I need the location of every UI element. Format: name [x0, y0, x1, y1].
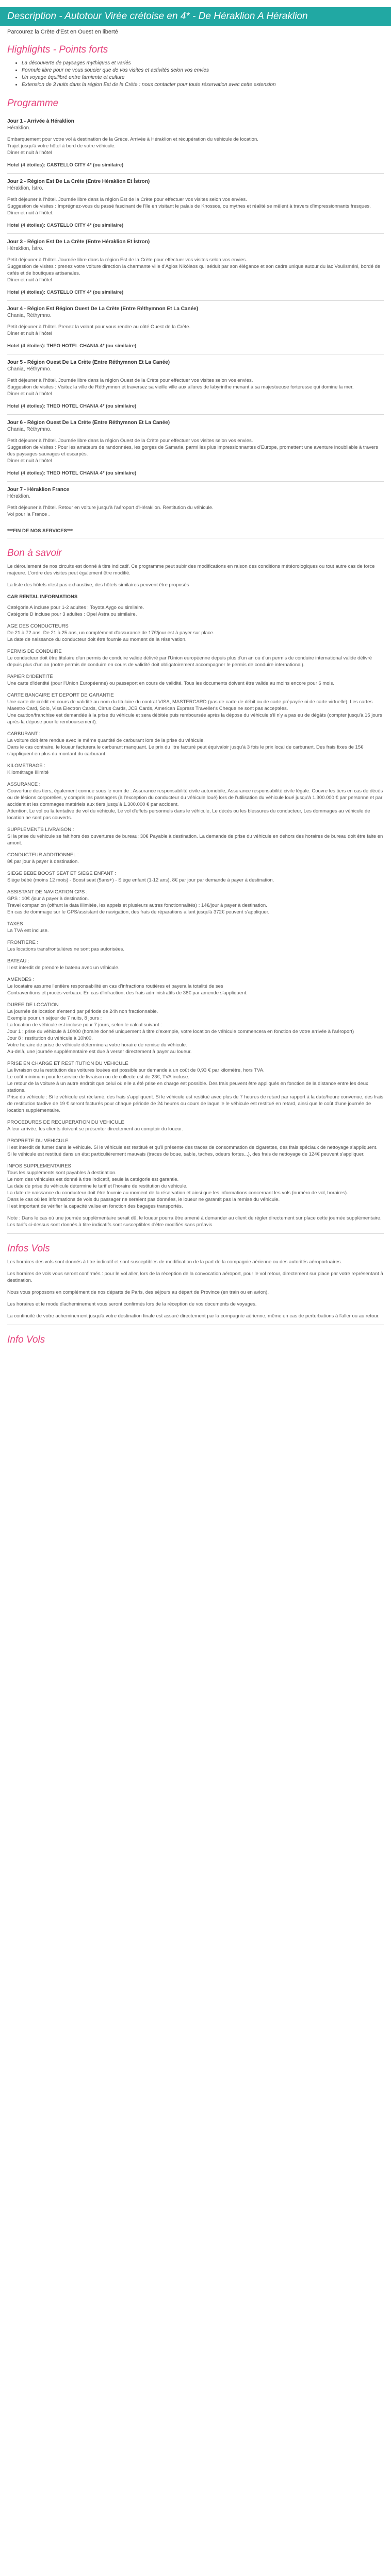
flight-info-text: La continuité de votre acheminement jusqu'à votre destination finale est assuré directement par la compagnie aérienne, même en cas de perturbations à l'aller ou au retour.: [7, 1313, 380, 1319]
car-category-line: Catégorie D incluse pour 3 adultes : Opel Astra ou similaire.: [7, 612, 137, 617]
divider: [7, 1233, 384, 1234]
day-text: Petit déjeuner à l'hôtel. Journée libre dans la région Ouest de la Crète pour effectuer vos visites selon vos envies.: [7, 438, 253, 444]
bon-a-savoir-heading: Bon à savoir: [7, 548, 62, 558]
highlight-item: • Formule libre pour ne vous soucier que de vos visites et activités selon vos envies: [22, 67, 384, 74]
terms-heading: FRONTIERE :: [7, 940, 39, 945]
bon-intro-text: Le déroulement de nos circuits est donné à titre indicatif. Ce programme peut subir des modifications en raison des conditions météorologiques ou tout autre cas de force majeure. L'ordre des visites peut également être modifié.: [7, 564, 375, 576]
car-categories: [7, 604, 384, 618]
terms-text: Le conducteur doit être titulaire d'un permis de conduire valide délivré par l'Union européenne depuis plus d'un an ou d'un permis de conduire international valide délivré depuis plus d'un an (notre permis de conduire en cours de validité doit obligatoirement accompagner le permis de conduire international).: [7, 655, 372, 668]
day-block: [7, 174, 384, 234]
page: [0, 7, 391, 1370]
day-title: Jour 5 - Région Ouest De La Crète (Entre Réthymnon Et La Canée): [7, 360, 170, 365]
day-text: Suggestion de visites : Visitez la ville de Réthymnon et traversez sa vieille ville aux allures de labyrinthe menant à sa majestueuse forteresse qui domine la mer.: [7, 384, 354, 390]
terms-text: Couverture des tiers, également connue sous le nom de : Assurance responsabilité civile automobile, Assurance responsabilité civile légale. Couvre les tiers en cas de décès ou de lésions corporelles, y compris les passagers (à l'exception du conducteur du véhicule loué) lors de l'utilisation du véhicule loué jusqu'à 1.300.000 € par personne et par accident et les dommages matériels aux tiers jusqu'à 1.300.000 € par accident. Attention, Le vol ou la tentative de vol du véhicule, Le vol d'effets personnels dans le véhicule, Le décès ou les blessures du conducteur, Les dommages au véhicule de location ne sont pas couverts.: [7, 788, 383, 821]
day-hotel: Hotel (4 étoiles): CASTELLO CITY 4* (ou similaire): [7, 290, 124, 295]
terms-heading: KILOMETRAGE :: [7, 763, 45, 769]
page-subtitle: Parcourez la Crète d'Est en Ouest en liberté: [7, 29, 118, 35]
day-location: Chania, Réthymno.: [7, 366, 52, 372]
day-hotel: Hotel (4 étoiles): THEO HOTEL CHANIA 4* (ou similaire): [7, 470, 137, 476]
day-block: [7, 234, 384, 301]
highlights-heading: Highlights - Points forts: [7, 44, 108, 55]
terms-text: Il est interdit de fumer dans le véhicule. Si le véhicule est restitué et qu'il présente des traces de consommation de cigarettes, des frais spéciaux de nettoyage s'appliquent. Si le véhicule est restitué dans un état particulièrement mauvais (traces de boue, sable, taches, odeurs fortes...), des frais de nettoyage de 124€ peuvent s'appliquer.: [7, 1145, 378, 1157]
terms-text: GPS : 10€ /jour à payer à destination. Travel companion (offrant la data illimitée, les appels et plusieurs autres fonctionnalités) : 14€/jour à payer à destination. En cas de dommage sur le GPS/assistant de navigation, des frais de réparations allant jusqu'à 372€ peuvent s'appliquer.: [7, 896, 269, 915]
day-text: Suggestion de visites : Pour les amateurs de randonnées, les gorges de Samaria, parmi les plus impressionnantes d'Europe, promettent une aventure inoubliable à travers des paysages sauvages et escarpés.: [7, 445, 378, 457]
programme-heading: Programme: [7, 98, 59, 109]
day-location: Chania, Réthymno.: [7, 313, 52, 318]
day-location: Héraklion, Ístro.: [7, 246, 44, 251]
flight-info-text: Nous vous proposons en complément de nos départs de Paris, des séjours au départ de Province (en train ou en avion).: [7, 1290, 269, 1295]
terms-text: Siège bébé (moins 12 mois) - Boost seat (5ans+) - Siège enfant (1-12 ans), 8€ par jour par demande à payer à destination.: [7, 877, 274, 883]
day-block: [7, 113, 384, 174]
programme-days: [7, 113, 384, 523]
day-text: Embarquement pour votre vol à destination de la Grèce. Arrivée à Héraklion et récupération du véhicule de location.: [7, 137, 258, 142]
day-title: Jour 3 - Région Est De La Crète (Entre Héraklion Et Ístron): [7, 239, 150, 245]
day-text: Trajet jusqu'à votre hôtel à bord de votre véhicule.: [7, 143, 116, 149]
content: [0, 44, 391, 1346]
terms-text: 8€ par jour à payer à destination.: [7, 859, 79, 865]
terms-heading: PERMIS DE CONDUIRE: [7, 649, 62, 654]
terms-heading: AMENDES :: [7, 977, 35, 982]
day-location: Héraklion, Ístro.: [7, 185, 44, 191]
terms-heading: ASSISTANT DE NAVIGATION GPS :: [7, 889, 88, 895]
day-location: Héraklion.: [7, 494, 31, 499]
terms-heading: TAXES :: [7, 921, 26, 927]
terms-heading: CONDUCTEUR ADDITIONNEL :: [7, 852, 79, 858]
highlight-item: • Un voyage équilibré entre farniente et culture: [22, 74, 384, 81]
infos-vols-body: [7, 1259, 384, 1319]
highlight-item: • Extension de 3 nuits dans la région Est de la Crète : nous contacter pour toute réservation avec cette extension: [22, 81, 384, 89]
day-text: Petit déjeuner à l'hôtel. Journée libre dans la région Ouest de la Crète pour effectuer vos visites selon vos envies.: [7, 378, 253, 383]
page-title: Description - Autotour Virée crétoise en 4* - De Héraklion A Héraklion: [7, 11, 308, 22]
terms-heading: SIEGE BEBE BOOST SEAT ET SIEGE ENFANT :: [7, 871, 116, 876]
terms-text: La TVA est incluse.: [7, 928, 49, 934]
terms-text: Kilométrage Illimité: [7, 770, 49, 775]
terms-heading: PAPIER D'IDENTITÉ: [7, 674, 53, 680]
day-title: Jour 1 - Arrivée à Héraklion: [7, 118, 74, 124]
day-block: [7, 482, 384, 523]
day-text: Petit déjeuner à l'hôtel. Journée libre dans la région Est de la Crète pour effectuer vos visites selon vos envies.: [7, 197, 247, 202]
day-title: Jour 2 - Région Est De La Crète (Entre Héraklion Et Ístron): [7, 179, 150, 184]
day-hotel: Hotel (4 étoiles): CASTELLO CITY 4* (ou similaire): [7, 162, 124, 168]
flight-info-text: Les horaires et le mode d'acheminement vous seront confirmés lors de la réception de vos documents de voyages.: [7, 1301, 257, 1307]
terms-heading: CARTE BANCAIRE ET DEPORT DE GARANTIE: [7, 692, 114, 698]
day-hotel: Hotel (4 étoiles): THEO HOTEL CHANIA 4* (ou similaire): [7, 343, 137, 349]
terms-text: Une carte de crédit en cours de validité au nom du titulaire du contrat VISA, MASTERCARD (pas de carte de débit ou de carte prépayée ni de carte virtuelle). Les cartes Maestro Card, Solo, Visa Electron Cards, Cirrus Cards, JCB Cards, American Express Traveller's Cheque ne sont pas acceptées. Une caution/franchise est demandée à la prise du véhicule et sera débitée puis remboursée après la dépose du véhicule s'il n'y a pas eu de dégâts (compter jusqu'à 15 jours après la dépose pour le remboursement).: [7, 699, 382, 725]
bon-a-savoir-body: [7, 563, 384, 1228]
terms-heading: PROCEDURES DE RECUPERATION DU VEHICULE: [7, 1120, 124, 1125]
terms-heading: INFOS SUPPLEMENTAIRES: [7, 1163, 71, 1169]
terms-heading: PROPRETE DU VEHICULE: [7, 1138, 69, 1144]
day-text: Dîner et nuit à l'hôtel: [7, 458, 52, 464]
terms-text: Tous les suppléments sont payables à destination. Le nom des véhicules est donné à titre indicatif, seule la catégorie est garantie. La date de prise du véhicule détermine le tarif et l'horaire de restitution du véhicule. La date de naissance du conducteur doit être fournie au moment de la réservation et ainsi que les informations concernant les vols (numéro de vol, horaires). Dans le cas où les informations de vols du passager ne seraient pas données, le loueur ne garantit pas la remise du véhicule. Il est important de vérifier la capacité valise en fonction des bagages transportés.: [7, 1170, 348, 1209]
day-title: Jour 7 - Héraklion France: [7, 487, 70, 493]
terms-text: Le locataire assume l'entière responsabilité en cas d'infractions routières et payera la totalité de ses Contraventions et procès-verbaux. En cas d'infraction, des frais administratifs de 38€ par amende s'appliquent.: [7, 984, 248, 996]
day-block: [7, 354, 384, 415]
day-location: Chania, Réthymno.: [7, 427, 52, 432]
terms-heading: SUPPLEMENTS LIVRAISON :: [7, 827, 74, 833]
day-text: Petit déjeuner à l'hôtel. Journée libre dans la région Est de la Crète pour effectuer vos visites selon vos envies.: [7, 257, 247, 263]
terms-text: Une carte d'identité (pour l'Union Européenne) ou passeport en cours de validité. Tous les documents doivent être valide au moins encore pour 6 mois.: [7, 681, 334, 686]
end-of-services: ***FIN DE NOS SERVICES***: [7, 528, 73, 534]
day-block: [7, 415, 384, 482]
day-text: Suggestion de visites : Imprégnez-vous du passé fascinant de l'île en visitant le palais de Knossos, ou mythes et réalité se mêlent à travers d'impressionnants fresques.: [7, 204, 371, 209]
day-text: Dîner et nuit à l'hôtel: [7, 391, 52, 397]
info-vols-heading: Info Vols: [7, 1334, 45, 1345]
infos-vols-heading: Infos Vols: [7, 1243, 50, 1254]
day-text: Petit déjeuner à l'hôtel. Retour en voiture jusqu'à l'aéroport d'Héraklion. Restitution du véhicule.: [7, 505, 214, 511]
terms-text: La journée de location s'entend par période de 24h non fractionnable. Exemple pour un séjour de 7 nuits, 8 jours : La location de véhicule est incluse pour 7 jours, selon le calcul suivant : Jour 1 : prise du véhicule à 10h00 (horaire donné uniquement à titre d'exemple, votre location de véhicule commencera en fonction de votre arrivée à l'aéroport) Jour 8 : restitution du véhicule à 10h00. Votre horaire de prise de véhicule déterminera votre horaire de remise du véhicule. Au-delà, une journée supplémentaire est due à verser directement à payer au loueur.: [7, 1009, 354, 1055]
day-block: [7, 301, 384, 354]
terms-heading: ASSURANCE :: [7, 782, 41, 787]
terms-text: La livraison ou la restitution des voitures louées est possible sur demande à un coût de 0,93 € par kilomètre, hors TVA. Le coût minimum pour le service de livraison ou de collecte est de 23€, TVA incluse. Le retour de la voiture à un autre endroit que celui où elle a été prise en charge est possible. Des frais peuvent être appliqués en fonction de la distance entre les deux stations. Prise du véhicule : Si le véhicule est réclamé, des frais s'appliquent. Si le véhicule est restitué avec plus de 7 heures de retard par rapport à la date/heure convenue, des frais de restitution tardive de 19 € seront facturés pour chaque période de 24 heures ou cours de laquelle le véhicule est restitué en retard, ainsi que le coût d'une journée de location supplémentaire.: [7, 1067, 383, 1113]
day-title: Jour 6 - Région Ouest De La Crète (Entre Réthymnon Et La Canée): [7, 420, 170, 426]
terms-text: Les locations transfrontalières ne sont pas autorisées.: [7, 946, 125, 952]
terms-text: A leur arrivée, les clients doivent se présenter directement au comptoir du loueur.: [7, 1126, 183, 1132]
day-text: Vol pour la France .: [7, 512, 50, 517]
terms-heading: AGE DES CONDUCTEURS: [7, 623, 69, 629]
day-text: Suggestion de visites : prenez votre voiture direction la charmante ville d'Ágios Nikólaos qui séduit par son élégance et son cadre unique autour du lac Voulisméni, bordé de cafés et de boutiques artisanales.: [7, 264, 381, 276]
terms-text: Note : Dans le cas où une journée supplémentaire serait dû, le loueur pourra être amené à demander au client de régler directement sur place cette journée supplémentaire. Les tarifs ci-dessus sont donnés à titre indicatifs sont susceptibles d'être modifiés sans préavis.: [7, 1215, 382, 1228]
terms-heading: PRISE EN CHARGE ET RESTITUTION DU VEHICULE: [7, 1061, 128, 1066]
terms-heading: DUREE DE LOCATION: [7, 1002, 59, 1008]
terms-heading: BATEAU :: [7, 958, 29, 964]
day-text: Dîner et nuit à l'hôtel: [7, 277, 52, 283]
day-hotel: Hotel (4 étoiles): CASTELLO CITY 4* (ou similaire): [7, 223, 124, 228]
day-text: Petit déjeuner à l'hôtel. Prenez la volant pour vous rendre au côté Ouest de la Crète.: [7, 324, 191, 330]
car-rental-heading: CAR RENTAL INFORMATIONS: [7, 594, 78, 600]
day-text: Dîner et nuit à l'hôtel.: [7, 210, 54, 216]
terms-text: La voiture doit être rendue avec le même quantité de carburant lors de la prise du véhicule. Dans le cas contraire, le loueur facturera le carburant manquant. Le prix du litre facturé peut équivaloir jusqu'à 3 fois le prix local de carburant. Des frais fixes de 15€ s'appliquent en plus du montant du carburant.: [7, 738, 364, 757]
day-text: Dîner et nuit à l'hôtel: [7, 331, 52, 336]
terms-text: Si la prise du véhicule se fait hors des ouvertures de bureau: 30€ Payable à destination. La demande de prise du véhicule en dehors des horaires de bureau doit être faite en amont.: [7, 834, 383, 846]
day-title: Jour 4 - Région Est Région Ouest De La Crète (Entre Réthymnon Et La Canée): [7, 306, 199, 312]
flight-info-text: Les horaires de vols vous seront confirmés : pour le vol aller, lors de la réception de la convocation aéroport, pour le vol retour, directement sur place par votre représentant à destination.: [7, 1271, 383, 1283]
highlight-item: • La découverte de paysages mythiques et variés: [22, 60, 384, 67]
terms-heading: CARBURANT :: [7, 731, 41, 737]
flight-info-text: Les horaires des vols sont donnés à titre indicatif et sont susceptibles de modification de la part de la compagnie aérienne ou des autorités aéroportuaires.: [7, 1259, 343, 1265]
terms-text: De 21 à 72 ans. De 21 à 25 ans, un complément d'assurance de 17€/jour est à payer sur place. La date de naissance du conducteur doit être fournie au moment de la réservation.: [7, 630, 215, 642]
car-category-line: Catégorie A incluse pour 1-2 adultes : Toyota Aygo ou similaire.: [7, 605, 144, 611]
day-location: Héraklion.: [7, 125, 31, 131]
terms-text: Il est interdit de prendre le bateau avec un véhicule.: [7, 965, 120, 971]
day-text: Dîner et nuit à l'hôtel: [7, 150, 52, 156]
title-bar: [0, 7, 391, 26]
day-hotel: Hotel (4 étoiles): THEO HOTEL CHANIA 4* (ou similaire): [7, 403, 137, 409]
bon-intro-text: La liste des hôtels n'est pas exhaustive, des hôtels similaires peuvent être proposés: [7, 582, 189, 588]
highlights-list: [7, 60, 384, 89]
